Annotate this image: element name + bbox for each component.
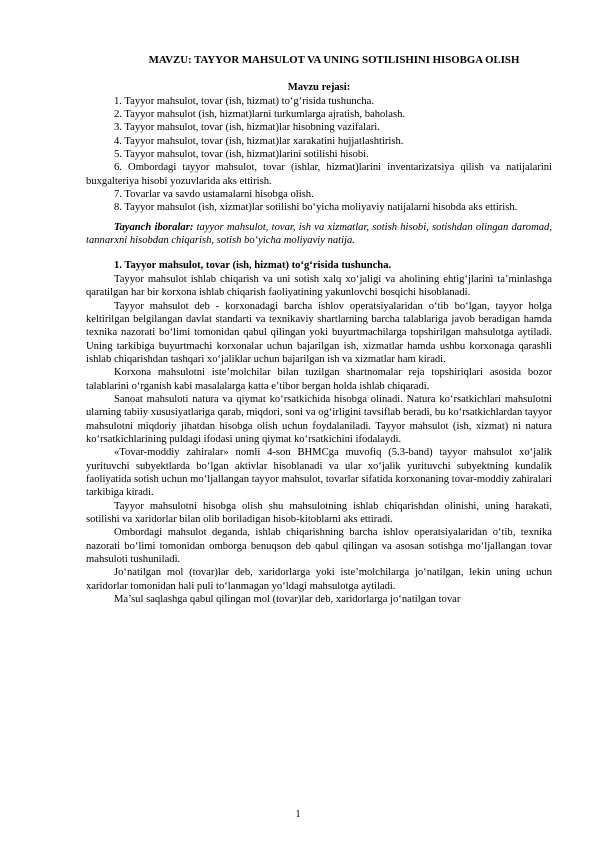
document-title: MAVZU: TAYYOR MAHSULOT VA UNING SOTILISHINI HISOBGA OLISH (148, 54, 520, 66)
keywords-text: tayyor mahsulot, tovar, ish va xizmatlar, sotish hisobi, sotishdan olingan daromad, tannarxni hisobdan chiqarish, sotish bo‘yicha moliyaviy natija. (86, 221, 552, 247)
plan-item: 2. Tayyor mahsulot (ish, hizmat)larni turkumlarga ajratish, baholash. (114, 109, 406, 121)
body-paragraph: «Tovar-moddiy zahiralar» nomli 4-son BHMCga muvofiq (5.3-band) tayyor mahsulot xo‘jalik yurituvchi subyektlarda bo‘lgan aktivlar hisoblanadi va ular xo‘jalik yurituvchi subyektning kundalik faoliyatida sotish uchun mo‘ljallangan tayyor mahsulot, tovarlar sifatida korxonaning tovar-moddiy zahiralari tarkibiga kiradi. (86, 447, 552, 499)
section-heading: 1. Tayyor mahsulot, tovar (ish, hizmat) to‘g‘risida tushuncha. (114, 260, 392, 272)
body-paragraph: Tayyor mahsulot ishlab chiqarish va uni sotish xalq xo‘jaligi va aholining ehtig‘jlarini ta’minlashga qaratilgan har bir korxona ishlab chiqarish faoliyatining yakunlovchi bosqichi hisoblanadi. (86, 273, 552, 299)
plan-item: 4. Tayyor mahsulot, tovar (ish, hizmat)lar xarakatini hujjatlashtirish. (114, 135, 404, 147)
plan-item: 6. Ombordagi tayyor mahsulot, tovar (ishlar, hizmat)larini inventarizatsiya qilish va natijalarini buxgalteriya hisobi yozuvlarida aks ettirish. (86, 162, 552, 187)
body-paragraph: Ombordagi mahsulot deganda, ishlab chiqarishning barcha ishlov operatsiyalaridan o‘tib, texnika nazorati bo‘limi tomonidan omborga benuqson deb qabul qilingan va asosan sotishga mo‘ljallangan tovar mahsuloti tushuniladi. (86, 527, 552, 566)
body-paragraph: Sanoat mahsuloti natura va qiymat ko‘rsatkichida hisobga olinadi. Natura ko‘rsatkichlari mahsulotni ularning tabiiy xususiyatlariga qarab, miqdori, soni va og‘irligini tavsiflab beradi, bu ko‘rsatkichlardan tayyor mahsulotni miqdoriy jihatdan hisobga olish uchun foydalaniladi. Tayyor mahsulot (ish, xizmat) ni natura ko‘rsatkichlarining puldagi ifodasi uning qiymat ko‘rsatkichini ifodalaydi. (86, 393, 552, 445)
page-number: 1 (295, 809, 301, 820)
plan-item: 8. Tayyor mahsulot (ish, xizmat)lar sotilishi bo‘yicha moliyaviy natijalarni hisobda aks ettirish. (114, 202, 518, 214)
body-paragraph: Tayyor mahsulotni hisobga olish shu mahsulotning ishlab chiqarishdan olinishi, uning harakati, sotilishi va xaridorlar bilan olib boriladigan hisob-kitoblarni aks ettiradi. (86, 500, 552, 525)
body-paragraph: Jo‘natilgan mol (tovar)lar deb, xaridorlarga yoki iste’molchilarga jo‘natilgan, lekin uning uchun xaridorlar tomonidan hali puli to‘lanmagan yo‘ldagi mahsulotga aytiladi. (86, 567, 552, 592)
keywords-label: Tayanch iboralar: (114, 221, 194, 233)
plan-item: 3. Tayyor mahsulot, tovar (ish, hizmat)lar hisobning vazifalari. (114, 122, 380, 134)
plan-item: 7. Tovarlar va savdo ustamalarni hisobga olish. (114, 189, 314, 201)
body-paragraph: Korxona mahsulotni iste’molchilar bilan tuzilgan shartnomalar reja topshiriqlari asosida bozor talablarini o‘rganish kabi masalalarga katta e’tibor bergan holda ishlab chiqaradi. (86, 367, 552, 392)
page-content (86, 54, 552, 606)
plan-item: 1. Tayyor mahsulot, tovar (ish, hizmat) to‘g‘risida tushuncha. (114, 95, 375, 107)
body-paragraph: Tayyor mahsulot deb - korxonadagi barcha ishlov operatsiyalaridan o‘tib bo‘lgan, tayyor holga keltirilgan belgilangan davlat standarti va texnikaviy shartlarning barcha talablariga javob beradigan hamda texnika nazorati bo‘limi tomonidan qabul qilingan yoki buyurtmachilarga topshirilgan mahsulotga aytiladi. Uning tarkibiga buyurtmachi korxonalar uchun bajarilgan ish, xizmatlar hamda ushbu korxonaga qarashli ishlab chiqarishdan tashqari xo‘jaliklar uchun bajarilgan ish va xizmatlar ham kiradi. (86, 300, 552, 365)
body-paragraph: Ma’sul saqlashga qabul qilingan mol (tovar)lar deb, xaridorlarga jo‘natilgan tovar (114, 594, 461, 606)
plan-title: Mavzu rejasi: (287, 82, 351, 94)
plan-list (86, 95, 552, 215)
keywords-paragraph (86, 221, 552, 248)
plan-item: 5. Tayyor mahsulot, tovar (ish, hizmat)larini sotilishi hisobi. (114, 149, 369, 161)
